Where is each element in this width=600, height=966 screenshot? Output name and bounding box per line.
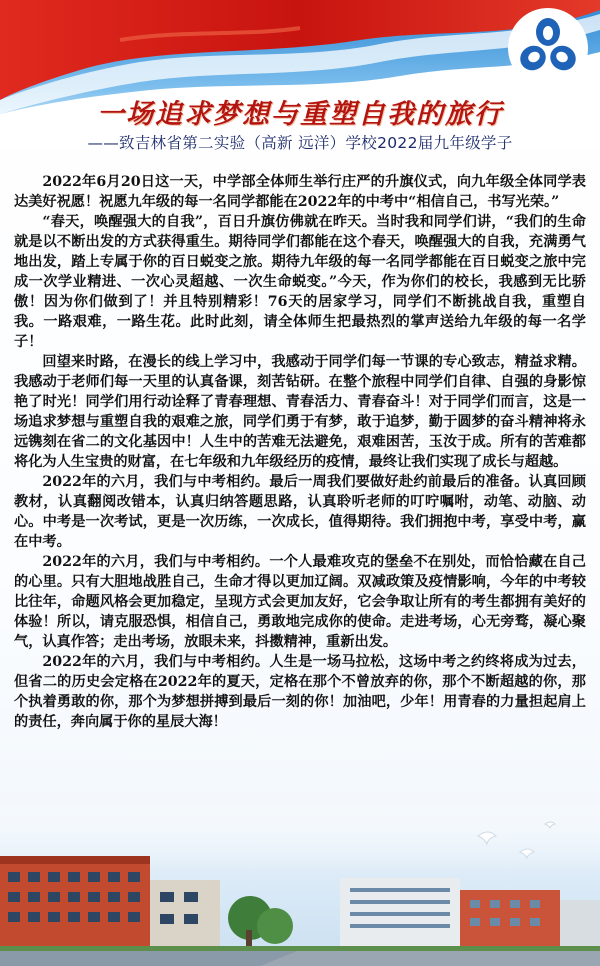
school-logo-icon	[506, 6, 590, 90]
page-subtitle: ——致吉林省第二实验（高新 远洋）学校2022届九年级学子	[87, 134, 513, 152]
paragraph: 2022年的六月，我们与中考相约。人生是一场马拉松，这场中考之约终将成为过去，但省二的历史会定格在2022年的夏天，定格在那个不曾放弃的你，那个不断超越的你，那个执着勇敢的你，那个为梦想拼搏到最后一刻的你！加油吧，少年！用青春的力量担起肩上的责任，奔向属于你的星辰大海！	[14, 654, 586, 730]
letter-body	[14, 172, 586, 732]
page-title: 一场追求梦想与重塑自我的旅行	[97, 99, 503, 130]
paragraph: 2022年6月20日这一天，中学部全体师生举行庄严的升旗仪式，向九年级全体同学表达美好祝愿！祝愿九年级的每一名同学都能在2022年的中考中“相信自己，书写光荣。”	[14, 174, 586, 210]
paragraph: 2022年的六月，我们与中考相约。一个人最难攻克的堡垒不在别处，而恰恰藏在自己的心里。只有大胆地战胜自己，生命才得以更加辽阔。双减政策及疫情影响，今年的中考较比往年，命题风格会更加稳定，呈现方式会更加友好，它会争取让所有的考生都拥有美好的体验！所以，请克服恐惧，相信自己，勇敢地完成你的使命。走进考场，心无旁骛，凝心聚气，认真作答；走出考场，放眼未来，抖擞精神，重新出发。	[14, 554, 586, 650]
paragraph: 回望来时路，在漫长的线上学习中，我感动于同学们每一节课的专心致志，精益求精。我感动于老师们每一天里的认真备课，刻苦钻研。在整个旅程中同学们自律、自强的身影惊艳了时光！同学们用行动诠释了青春理想、青春活力、青春奋斗！对于同学们而言，这是一场追求梦想与重塑自我的艰难之旅，同学们勇于有梦，敢于追梦，勤于圆梦的奋斗精神将永远镌刻在省二的文化基因中！人生中的苦难无法避免，艰难困苦，玉汝于成。所有的苦难都将化为人生宝贵的财富，在七年级和九年级经历的疫情，最终让我们实现了成长与超越。	[14, 354, 586, 470]
paragraph: 2022年的六月，我们与中考相约。最后一周我们要做好赴约前最后的准备。认真回顾教材，认真翻阅改错本，认真归纳答题思路，认真聆听老师的叮咛嘱咐，动笔、动脑、动心。中考是一次考试，更是一次历练，一次成长，值得期待。我们拥抱中考，享受中考，赢在中考。	[14, 474, 586, 550]
campus-scene	[0, 800, 600, 966]
paragraph: “春天，唤醒强大的自我”，百日升旗仿佛就在昨天。当时我和同学们讲，“我们的生命就是以不断出发的方式获得重生。期待同学们都能在这个春天，唤醒强大的自我，充满勇气地出发，踏上专属于你的百日蜕变之旅。期待九年级的每一名同学都能在百日蜕变之旅中完成一次学业精进、一次心灵超越、一次生命蜕变。”今天，作为你们的校长，我感到无比骄傲！因为你们做到了！并且特别精彩！76天的居家学习，同学们不断挑战自我，重塑自我。一路艰难，一路生花。此时此刻，请全体师生把最热烈的掌声送给九年级的每一名学子！	[14, 214, 586, 350]
